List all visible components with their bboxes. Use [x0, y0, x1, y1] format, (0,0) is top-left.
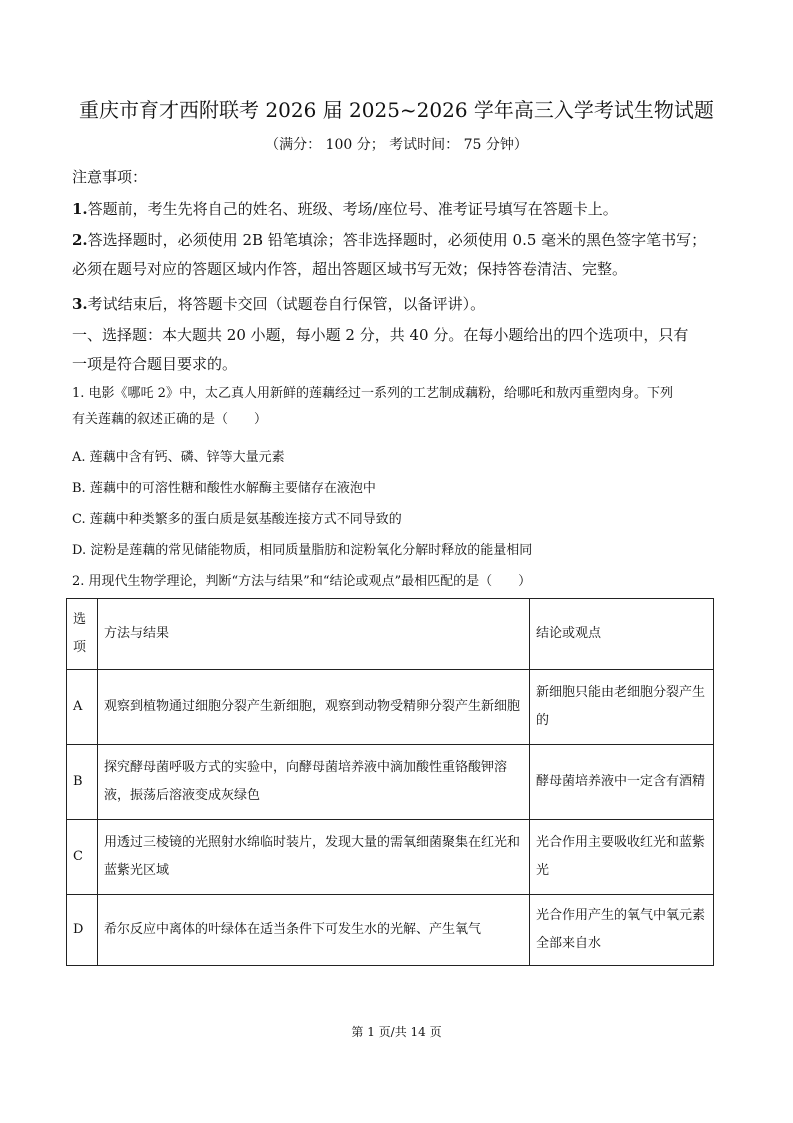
note-2-line-2: 必须在题号对应的答题区域内作答，超出答题区域书写无效；保持答卷清洁、完整。: [72, 260, 628, 278]
question-1-stem-line-1: 1. 电影《哪吒 2》中，太乙真人用新鲜的莲藕经过一系列的工艺制成藕粉，给哪吒和敖丙重塑肉身。下列: [72, 386, 673, 401]
table-header-row: [67, 599, 714, 670]
section-1-heading: [72, 321, 732, 379]
notes-heading: 注意事项：: [72, 168, 148, 186]
row-conclusion: 光合作用产生的氧气中氧元素全部来自水: [530, 895, 714, 966]
row-method: 希尔反应中离体的叶绿体在适当条件下可发生水的光解、产生氧气: [98, 895, 530, 966]
note-2-line-1: 答选择题时，必须使用 2B 铅笔填涂；答非选择题时，必须使用 0.5 毫米的黑色签字笔书写；: [87, 231, 707, 249]
question-1-option-d: D. 淀粉是莲藕的常见储能物质，相同质量脂肪和淀粉氧化分解时释放的能量相同: [72, 543, 533, 558]
question-2-table: [66, 598, 714, 966]
note-3-text: 考试结束后，将答题卡交回（试题卷自行保管，以备评讲）。: [87, 295, 486, 313]
row-conclusion: 酵母菌培养液中一定含有酒精: [530, 745, 714, 820]
question-1-option-b: B. 莲藕中的可溶性糖和酸性水解酶主要储存在液泡中: [72, 481, 376, 496]
question-1-stem-line-2: 有关莲藕的叙述正确的是（ ）: [72, 412, 268, 427]
note-1-text: 答题前，考生先将自己的姓名、班级、考场/座位号、准考证号填写在答题卡上。: [87, 200, 618, 218]
table-row: [67, 745, 714, 820]
page-number: 第 1 页/共 14 页: [351, 1025, 442, 1039]
table-row: [67, 820, 714, 895]
row-key: D: [67, 895, 98, 966]
header-method: 方法与结果: [98, 599, 530, 670]
note-1: [72, 195, 732, 224]
row-key: A: [67, 670, 98, 745]
row-method: 用透过三棱镜的光照射水绵临时装片，发现大量的需氧细菌聚集在红光和蓝紫光区域: [98, 820, 530, 895]
header-conclusion: 结论或观点: [530, 599, 714, 670]
header-option: 选项: [67, 599, 98, 670]
section-1-line-2: 一项是符合题目要求的。: [72, 355, 238, 373]
note-2-number: 2.: [72, 231, 88, 249]
row-key: B: [67, 745, 98, 820]
row-method: 观察到植物通过细胞分裂产生新细胞，观察到动物受精卵分裂产生新细胞: [98, 670, 530, 745]
row-key: C: [67, 820, 98, 895]
section-1-line-1: 一、选择题：本大题共 20 小题，每小题 2 分，共 40 分。在每小题给出的四个选项中，只有: [72, 326, 689, 344]
question-1-option-c: C. 莲藕中种类繁多的蛋白质是氨基酸连接方式不同导致的: [72, 512, 402, 527]
row-conclusion: 新细胞只能由老细胞分裂产生的: [530, 670, 714, 745]
question-2-stem: 2. 用现代生物学理论，判断“方法与结果”和“结论或观点”最相匹配的是（ ）: [72, 574, 532, 589]
exam-subtitle: （满分： 100 分； 考试时间： 75 分钟）: [265, 137, 528, 153]
note-2: [72, 226, 762, 284]
row-conclusion: 光合作用主要吸收红光和蓝紫光: [530, 820, 714, 895]
exam-title: 重庆市育才西附联考 2026 届 2025~2026 学年高三入学考试生物试题: [79, 98, 714, 122]
note-1-number: 1.: [72, 200, 88, 218]
row-method: 探究酵母菌呼吸方式的实验中，向酵母菌培养液中滴加酸性重铬酸钾溶液，振荡后溶液变成灰绿色: [98, 745, 530, 820]
note-3-number: 3.: [72, 295, 88, 313]
question-1: [72, 383, 722, 431]
note-3: [72, 290, 732, 319]
table-row: [67, 895, 714, 966]
question-1-option-a: A. 莲藕中含有钙、磷、锌等大量元素: [72, 450, 285, 465]
table-row: [67, 670, 714, 745]
